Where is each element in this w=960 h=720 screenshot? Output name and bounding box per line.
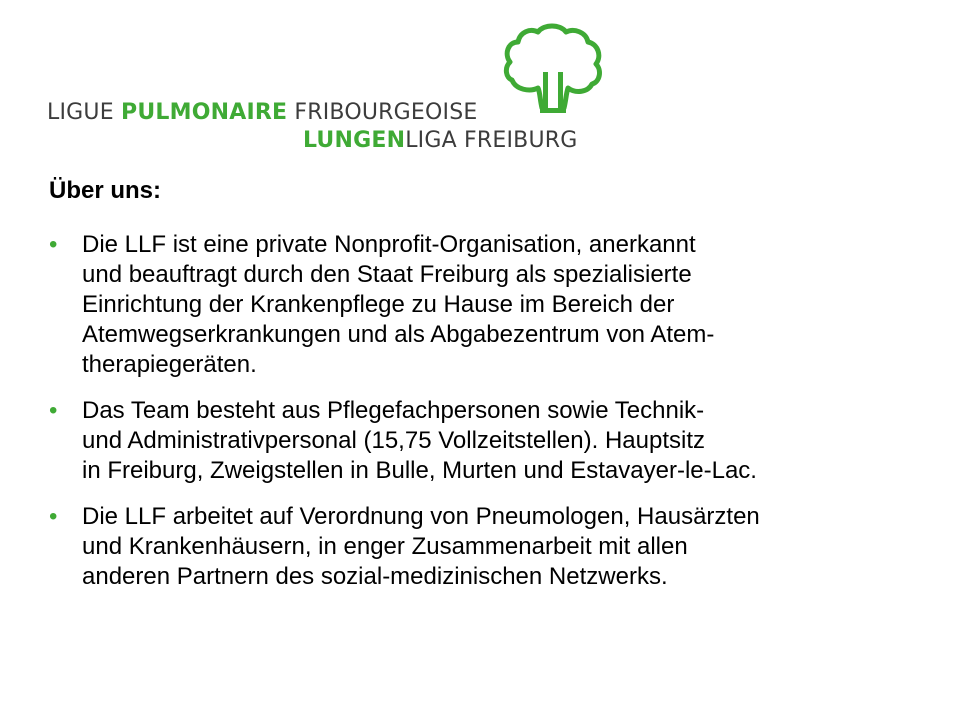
logo-text-liga-freiburg: LIGA FREIBURG xyxy=(405,128,578,153)
bullet-line: Atemwegserkrankungen und als Abgabezentrum von Atem- xyxy=(82,321,715,348)
bullet-line: therapiegeräten. xyxy=(82,351,257,378)
page-heading: Über uns: xyxy=(49,177,162,204)
bullet-marker: • xyxy=(49,397,58,424)
logo-text-fribourgeoise: FRIBOURGEOISE xyxy=(287,100,478,125)
bullet-line: und Krankenhäusern, in enger Zusammenarbeit mit allen xyxy=(82,533,688,560)
bullet-line: Die LLF arbeitet auf Verordnung von Pneumologen, Hausärzten xyxy=(82,503,760,530)
bullet-line: Einrichtung der Krankenpflege zu Hause im Bereich der xyxy=(82,291,675,318)
logo-text-ligue: LIGUE xyxy=(47,100,121,125)
logo-line-1 xyxy=(47,102,477,124)
logo-text-lungen: LUNGEN xyxy=(303,128,406,153)
bullet-list xyxy=(49,230,949,608)
bullet-item-1 xyxy=(49,230,949,380)
bullet-marker: • xyxy=(49,503,58,530)
bullet-line: Die LLF ist eine private Nonprofit-Organisation, anerkannt xyxy=(82,231,696,258)
bullet-item-2 xyxy=(49,396,949,486)
bullet-marker: • xyxy=(49,231,58,258)
bullet-line: Das Team besteht aus Pflegefachpersonen sowie Technik- xyxy=(82,397,705,424)
bullet-line: anderen Partnern des sozial-medizinischen Netzwerks. xyxy=(82,563,668,590)
logo-line-2 xyxy=(303,130,578,152)
bullet-line: in Freiburg, Zweigstellen in Bulle, Murten und Estavayer-le-Lac. xyxy=(82,457,757,484)
tree-icon xyxy=(500,22,606,126)
logo-text-pulmonaire: PULMONAIRE xyxy=(121,100,288,125)
bullet-line: und Administrativpersonal (15,75 Vollzeitstellen). Hauptsitz xyxy=(82,427,705,454)
bullet-line: und beauftragt durch den Staat Freiburg als spezialisierte xyxy=(82,261,692,288)
bullet-item-3 xyxy=(49,502,949,592)
